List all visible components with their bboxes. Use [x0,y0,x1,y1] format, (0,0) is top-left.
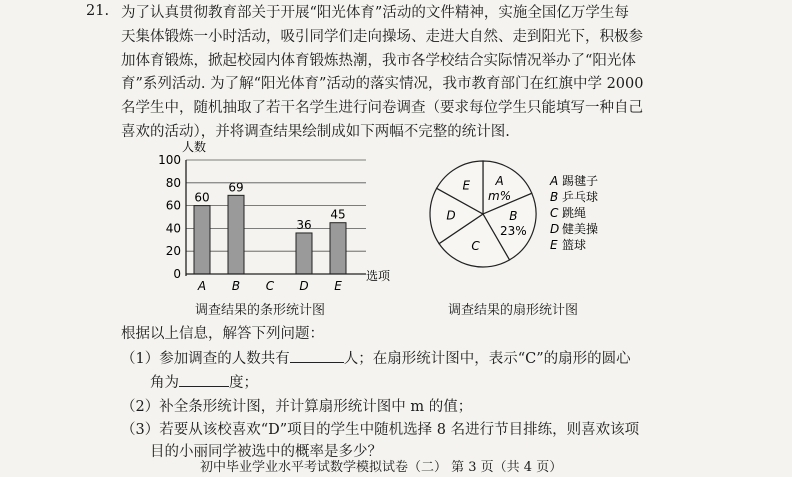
pie-slice-value: m% [488,188,512,203]
bar-y-tick-label: 100 [158,153,181,167]
bar-y-tick-label: 0 [173,267,181,281]
bar-x-tick-label: B [231,279,241,293]
bar-x-label: 选项 [366,269,391,283]
pie-legend-text: 乒乓球 [562,190,599,204]
pie-legend-key: B [550,190,559,204]
bar-value-label: 60 [194,190,210,205]
q1-text-d: 度； [229,375,258,391]
intro-line: 加体育锻炼，掀起校园内体育锻炼热潮，我市各学校结合实际情况举办了“阳光体 [121,52,636,69]
question-3-cont: 目的小丽同学被选中的概率是多少？ [150,444,382,460]
page-footer: 初中毕业学业水平考试数学模拟试卷（二） 第 3 页（共 4 页） [200,460,563,475]
question-1 [121,347,631,368]
q1-text-a: （1）参加调查的人数共有 [121,351,290,367]
question-intro [121,2,681,145]
bar-chart-caption: 调查结果的条形统计图 [195,303,326,318]
pie-chart-caption: 调查结果的扇形统计图 [448,303,579,318]
bar-bars [194,180,346,274]
bar-x-tick-label: C [265,279,275,293]
intro-line: 天集体锻炼一小时活动，吸引同学们走向操场、走进大自然、走到阳光下，积极参 [121,28,643,45]
bar-value-label: 36 [296,217,312,232]
pie-slice-label: D [446,208,456,223]
bar-x-tick-label: E [334,279,342,293]
bar-D [296,233,312,274]
q1-text-b: 人；在扇形统计图中，表示“C”的扇形的圆心 [343,351,631,367]
pie-legend-key: D [550,222,560,236]
pie-legend [549,173,598,252]
bar-chart [150,140,400,298]
pie-legend-key: A [550,174,559,188]
bar-y-tick-label: 80 [165,175,181,190]
intro-line: 育”系列活动. 为了解“阳光体育”活动的落实情况，我市教育部门在红旗中学 2000 [121,76,644,93]
bar-y-tick-label: 40 [165,221,181,236]
bar-y-tick-label: 60 [165,198,181,213]
bar-A [194,206,210,274]
pie-slice-label: E [462,178,471,193]
answer-blank-angle [179,372,229,387]
question-1-cont [150,371,258,392]
intro-line: 名学生中，随机抽取了若干名学生进行问卷调查（要求每位学生只能填写一种自己 [121,100,643,117]
bar-y-ticks [158,153,181,281]
bar-x-tick-label: D [299,279,309,293]
intro-line: 喜欢的活动），并将调查结果绘制成如下两幅不完整的统计图. [121,123,510,140]
pie-legend-key: C [550,206,559,220]
intro-line: 为了认真贯彻教育部关于开展“阳光体育”活动的文件精神，实施全国亿万学生每 [121,5,629,21]
question-3: （3）若要从该校喜欢“D”项目的学生中随机选择 8 名进行节目排练，则喜欢该项 [121,422,640,438]
bar-E [330,223,346,274]
pie-slice-label: A [495,173,504,188]
pie-legend-text: 健美操 [562,222,599,236]
pie-slice-label: B [509,209,518,224]
prompt-text: 根据以上信息，解答下列问题： [121,326,324,342]
bar-x-ticks [197,279,342,293]
q1-text-c: 角为 [150,375,179,391]
question-number: 21. [86,3,110,19]
bar-B [228,195,244,274]
bar-y-label: 人数 [182,140,207,154]
bar-value-label: 69 [228,180,244,195]
bar-value-label: 45 [330,207,346,222]
pie-legend-text: 跳绳 [562,206,587,220]
pie-slice-label: C [471,239,480,254]
answer-blank-count [290,348,344,363]
pie-legend-text: 踢毽子 [562,174,599,188]
bar-y-tick-label: 20 [165,244,181,259]
bar-x-tick-label: A [197,279,207,293]
question-2: （2）补全条形统计图，并计算扇形统计图中 m 的值； [121,399,473,415]
pie-legend-key: E [550,238,558,252]
pie-chart [420,150,630,300]
pie-slice-value: 23% [500,224,527,239]
pie-legend-text: 篮球 [562,238,587,252]
